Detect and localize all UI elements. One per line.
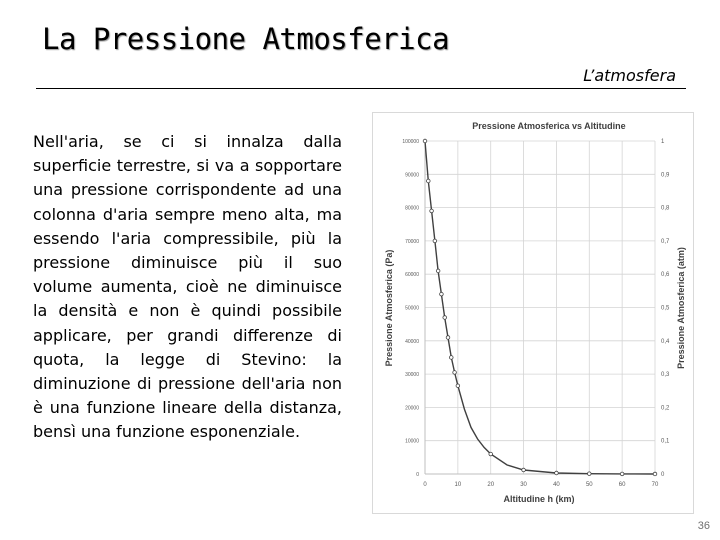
- data-point: [443, 316, 447, 320]
- x-tick-label: 60: [618, 482, 626, 488]
- data-point: [449, 356, 453, 360]
- data-point: [446, 336, 450, 340]
- y2-tick-label: 0,2: [661, 405, 670, 412]
- y2-tick-label: 0,9: [661, 172, 670, 179]
- slide-title: La Pressione Atmosferica: [42, 22, 450, 56]
- y-tick-label: 40000: [405, 338, 419, 345]
- data-point: [620, 472, 624, 476]
- y-tick-label: 80000: [405, 205, 419, 212]
- y2-tick-label: 1: [661, 139, 665, 145]
- y-tick-label: 100000: [402, 139, 419, 145]
- y2-tick-label: 0,6: [661, 272, 670, 279]
- y2-tick-label: 0,5: [661, 305, 670, 312]
- data-point: [423, 139, 427, 143]
- data-point: [433, 239, 437, 243]
- chart-canvas: [373, 113, 693, 513]
- y2-tick-label: 0,8: [661, 205, 670, 212]
- data-point: [440, 292, 444, 296]
- data-point: [456, 384, 460, 388]
- data-point: [555, 471, 559, 475]
- y-tick-label: 50000: [405, 305, 419, 312]
- y2-tick-label: 0,7: [661, 238, 670, 245]
- x-tick-label: 70: [651, 482, 659, 488]
- chart-title: Pressione Atmosferica vs Altitudine: [472, 121, 626, 131]
- data-point: [653, 472, 657, 476]
- slide-subtitle: L’atmosfera: [583, 66, 676, 85]
- x-tick-label: 30: [520, 482, 527, 488]
- y-tick-label: 20000: [405, 405, 419, 412]
- page-number: 36: [697, 520, 710, 532]
- data-point: [587, 472, 591, 476]
- body-paragraph: Nell'aria, se ci si innalza dalla superficie terrestre, si va a sopportare una pressione corrispondente ad una colonna d'aria sempre meno alta, ma essendo l'aria compressibile, più la pressione diminuisce più il suo volume aumenta, cioè ne diminuisce la densità e non è quindi possibile applicare, per grandi differenze di quota, la legge di Stevino: la diminuzione di pressione dell'aria non è una funzione lineare della distanza, bensì una funzione esponenziale.: [33, 132, 342, 442]
- title-divider: [36, 88, 686, 89]
- x-tick-label: 10: [454, 482, 462, 488]
- data-point: [522, 468, 526, 472]
- y2-axis-label: Pressione Atmosferica (atm): [676, 247, 686, 369]
- data-point: [489, 452, 493, 456]
- y2-tick-label: 0,4: [661, 338, 670, 345]
- y2-tick-label: 0: [661, 472, 665, 478]
- y-tick-label: 0: [416, 472, 419, 478]
- data-point: [436, 269, 440, 273]
- y-tick-label: 60000: [405, 272, 419, 279]
- y-axis-label: Pressione Atmosferica (Pa): [384, 249, 394, 367]
- data-point: [453, 371, 457, 375]
- x-tick-label: 0: [423, 482, 427, 488]
- y-tick-label: 10000: [405, 438, 419, 445]
- y-tick-label: 70000: [405, 238, 419, 245]
- y-tick-label: 90000: [405, 172, 419, 179]
- data-point: [430, 209, 434, 213]
- x-axis-label: Altitudine h (km): [503, 494, 575, 504]
- x-tick-label: 40: [553, 482, 560, 488]
- x-tick-label: 50: [585, 482, 593, 488]
- pressure-altitude-chart: [372, 112, 694, 514]
- x-tick-label: 20: [487, 482, 495, 488]
- data-point: [426, 179, 430, 183]
- y2-tick-label: 0,3: [661, 372, 670, 379]
- y-tick-label: 30000: [405, 372, 419, 379]
- y2-tick-label: 0,1: [661, 438, 670, 445]
